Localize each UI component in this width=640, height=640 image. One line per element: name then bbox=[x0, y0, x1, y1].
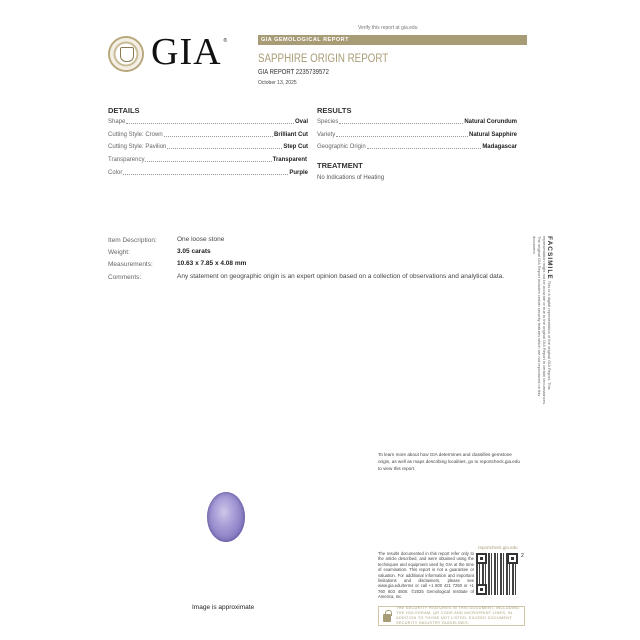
gia-logo-text: GIA bbox=[151, 31, 222, 73]
label: Cutting Style: Pavilion bbox=[108, 144, 167, 150]
weight-value: 3.05 carats bbox=[177, 248, 211, 255]
facsimile-text: This is a digital representation of the original GIA Report. This representation might not be accurate or true to the original GIA Report in certain circumstances. The original GIA Report includes certain security features which are not reproduced on this document. bbox=[532, 236, 552, 405]
registered-mark: ® bbox=[223, 38, 228, 44]
comments-label: Comments: bbox=[108, 274, 142, 281]
verify-link[interactable]: Verify this report at gia.edu bbox=[358, 25, 418, 31]
detail-row-crown bbox=[108, 131, 308, 139]
disclaimer-text: The results documented in this report refer only to the article described, and were obtained using the techniques and equipment used by GIA at the time of examination. This report is not a guarantee or valuation. For additional information and important limitations and disclaimers, please see www.gia.edu/terms or call +1 800 421 7250 or +1 760 603 4500. ©2025 Gemological Institute of America, Inc. bbox=[378, 551, 474, 600]
learn-more-text: To learn more about how GIA determines and classifies gemstone origin, as well as maps describing localities, go to reportcheck.gia.edu to view this report. bbox=[378, 452, 520, 471]
label: Species bbox=[317, 119, 339, 125]
facsimile-title: FACSIMILE bbox=[546, 236, 553, 280]
measurements-value: 10.63 x 7.85 x 4.08 mm bbox=[177, 260, 247, 267]
item-description-value: One loose stone bbox=[177, 236, 225, 243]
detail-row-color bbox=[108, 169, 308, 177]
report-title: SAPPHIRE ORIGIN REPORT bbox=[258, 53, 389, 65]
gia-logo bbox=[151, 30, 227, 74]
report-date: October 13, 2025 bbox=[258, 80, 297, 86]
label: Geographic Origin bbox=[317, 144, 366, 150]
detail-row-shape bbox=[108, 118, 308, 126]
value: Step Cut bbox=[283, 144, 308, 150]
treatment-value: No Indications of Heating bbox=[317, 175, 385, 181]
results-heading: RESULTS bbox=[317, 106, 352, 115]
value: Purple bbox=[289, 170, 308, 176]
label: Shape bbox=[108, 119, 126, 125]
value: Madagascar bbox=[482, 144, 517, 150]
value: Oval bbox=[294, 119, 308, 125]
measurements-label: Measurements: bbox=[108, 261, 153, 268]
qr-number: 2 bbox=[521, 553, 524, 559]
report-type-bar: GIA GEMOLOGICAL REPORT bbox=[258, 35, 527, 45]
result-row-variety bbox=[317, 131, 517, 139]
qr-code[interactable] bbox=[476, 553, 518, 595]
security-text: THE SECURITY FEATURES IN THIS DOCUMENT, INCLUDING THE HOLOGRAM, QR CODE AND MICROPRINT LINES, IN ADDITION TO THOSE NOT LISTED, EXCEED DOCUMENT SECURITY INDUSTRY GUIDELINES. bbox=[396, 606, 520, 625]
security-notice bbox=[378, 606, 525, 626]
value: Brilliant Cut bbox=[274, 132, 308, 138]
item-description-label: Item Description: bbox=[108, 237, 157, 244]
reportcheck-link[interactable]: reportcheck.gia.edu bbox=[478, 545, 518, 550]
gemstone-image bbox=[207, 492, 245, 542]
gia-seal-logo bbox=[108, 36, 144, 72]
detail-row-pavilion bbox=[108, 143, 308, 151]
label: Color bbox=[108, 170, 123, 176]
details-heading: DETAILS bbox=[108, 106, 140, 115]
value: Transparent bbox=[272, 157, 307, 163]
label: Variety bbox=[317, 132, 336, 138]
label: Cutting Style: Crown bbox=[108, 132, 163, 138]
lock-icon bbox=[383, 614, 391, 622]
weight-label: Weight: bbox=[108, 249, 130, 256]
detail-row-transparency bbox=[108, 156, 307, 164]
result-row-origin bbox=[317, 143, 517, 151]
value: Natural Corundum bbox=[464, 119, 517, 125]
report-number: GIA REPORT 2235739572 bbox=[258, 69, 329, 76]
facsimile-notice bbox=[532, 236, 552, 408]
label: Transparency bbox=[108, 157, 145, 163]
treatment-heading: TREATMENT bbox=[317, 161, 363, 170]
value: Natural Sapphire bbox=[468, 132, 517, 138]
result-row-species bbox=[317, 118, 517, 126]
comments-value: Any statement on geographic origin is an expert opinion based on a collection of observations and analytical data. bbox=[177, 273, 505, 280]
image-approximate-note: Image is approximate bbox=[192, 604, 255, 611]
